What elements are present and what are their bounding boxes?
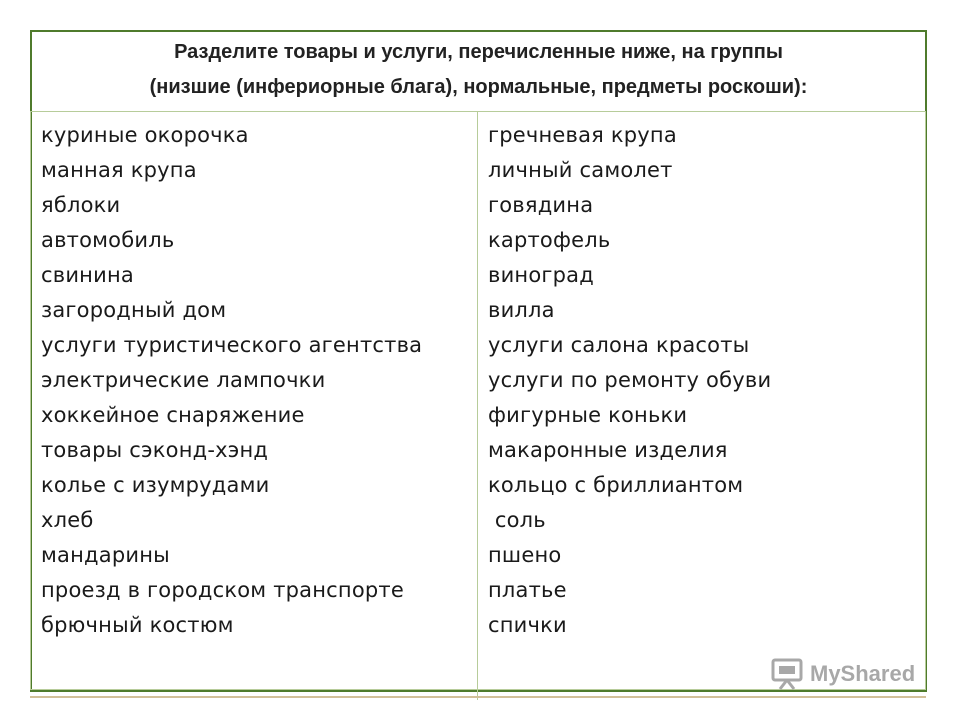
list-item: товары сэконд-хэнд [41,438,269,462]
list-item: картофель [488,228,611,252]
list-item: куриные окорочка [41,123,249,147]
list-item: автомобиль [41,228,175,252]
list-item: говядина [488,193,594,217]
column-divider [477,111,478,700]
right-goods-list [488,118,771,643]
task-header [32,32,925,112]
watermark-text: MyShared [810,661,916,686]
list-item: кольцо с бриллиантом [488,473,744,497]
list-item: услуги по ремонту обуви [488,368,772,392]
task-title-line-1: Разделите товары и услуги, перечисленные ниже, на группы [174,41,783,63]
list-item: проезд в городском транспорте [41,578,404,602]
list-item: загородный дом [41,298,227,322]
myshared-watermark [770,654,915,694]
list-item: мандарины [41,543,170,567]
list-item: хоккейное снаряжение [41,403,305,427]
bottom-rule [30,696,926,698]
list-item: колье с изумрудами [41,473,270,497]
left-goods-list [41,118,422,643]
list-item: вилла [488,298,555,322]
list-item: соль [488,508,546,532]
list-item: услуги салона красоты [488,333,750,357]
list-item: гречневая крупа [488,123,677,147]
list-item: электрические лампочки [41,368,326,392]
task-title-line-2: (низшие (инфериорные блага), нормальные, предметы роскоши): [149,76,808,98]
list-item: платье [488,578,567,602]
list-item: личный самолет [488,158,673,182]
list-item: хлеб [41,508,94,532]
list-item: услуги туристического агентства [41,333,423,357]
list-item: пшено [488,543,562,567]
list-item: макаронные изделия [488,438,728,462]
list-item: манная крупа [41,158,197,182]
list-item: брючный костюм [41,613,234,637]
list-item: спички [488,613,567,637]
list-item: виноград [488,263,594,287]
list-item: свинина [41,263,134,287]
list-item: фигурные коньки [488,403,688,427]
presentation-board-icon [770,658,804,690]
list-item: яблоки [41,193,121,217]
